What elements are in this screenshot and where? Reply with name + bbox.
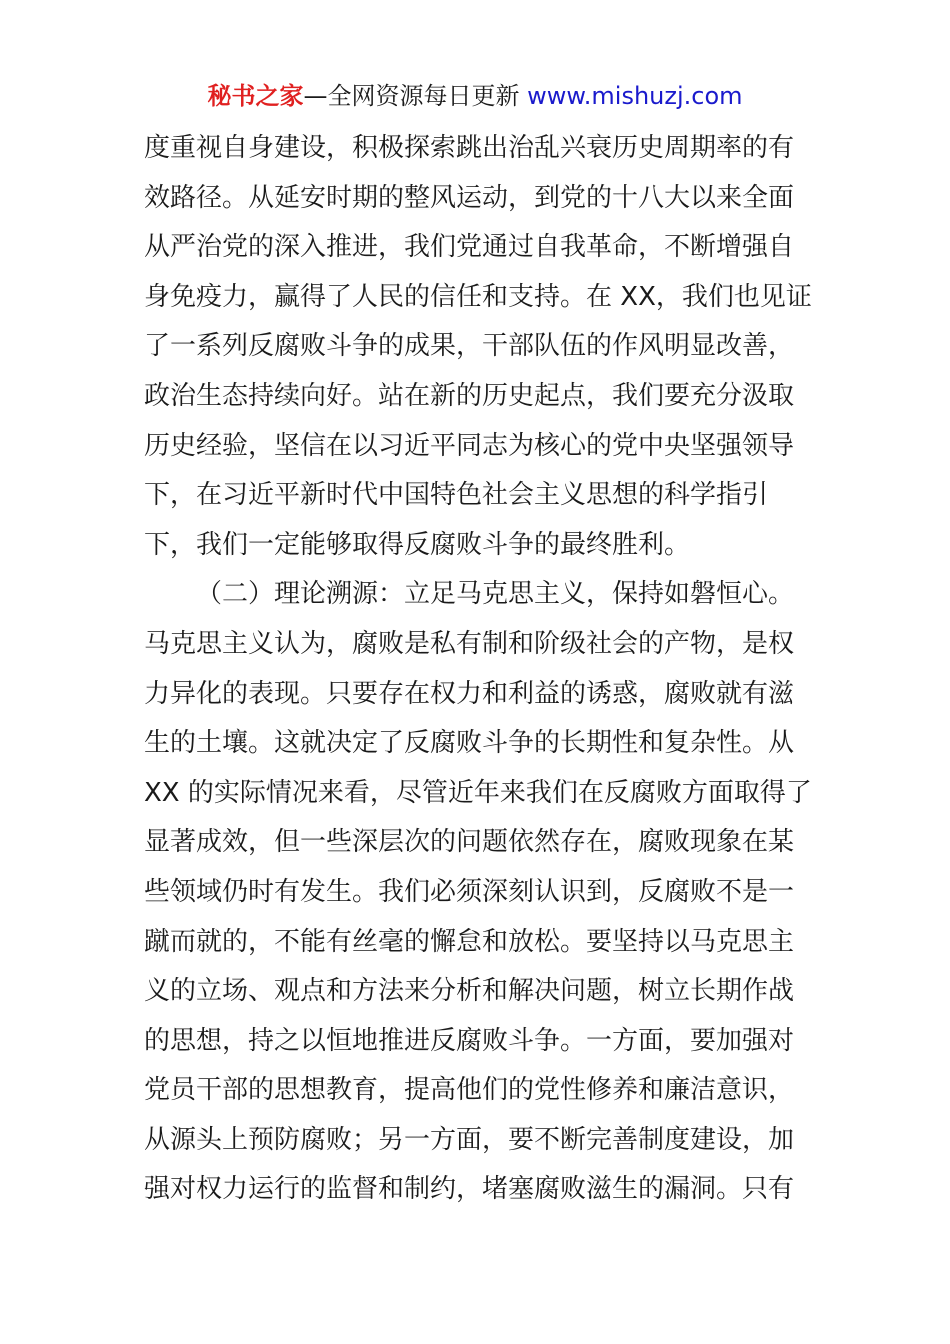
text-line: 的思想，持之以恒地推进反腐败斗争。一方面，要加强对	[144, 1025, 795, 1056]
text-line: 身免疫力，赢得了人民的信任和支持。在 XX，我们也见证	[144, 281, 812, 312]
text-line: 些领域仍时有发生。我们必须深刻认识到，反腐败不是一	[144, 876, 795, 907]
text-line: 蹴而就的，不能有丝毫的懈怠和放松。要坚持以马克思主	[144, 926, 795, 957]
page-header	[0, 80, 950, 112]
text-line: 效路径。从延安时期的整风运动，到党的十八大以来全面	[144, 182, 795, 213]
text-line: 强对权力运行的监督和制约，堵塞腐败滋生的漏洞。只有	[144, 1174, 795, 1205]
site-url[interactable]: www.mishuzj.com	[527, 82, 743, 110]
text-line: 生的土壤。这就决定了反腐败斗争的长期性和复杂性。从	[144, 728, 795, 759]
text-line: 度重视自身建设，积极探索跳出治乱兴衰历史周期率的有	[144, 133, 795, 163]
text-line: 义的立场、观点和方法来分析和解决问题，树立长期作战	[144, 976, 795, 1007]
text-line: 历史经验，坚信在以习近平同志为核心的党中央坚强领导	[144, 430, 795, 461]
text-line: 党员干部的思想教育，提高他们的党性修养和廉洁意识，	[144, 1075, 795, 1106]
site-tagline: —全网资源每日更新	[303, 82, 528, 110]
text-line: 了一系列反腐败斗争的成果，干部队伍的作风明显改善，	[144, 331, 795, 362]
text-line: 政治生态持续向好。站在新的历史起点，我们要充分汲取	[144, 380, 795, 411]
text-line: 马克思主义认为，腐败是私有制和阶级社会的产物，是权	[144, 628, 795, 659]
document-body	[144, 124, 812, 1215]
text-line: 从严治党的深入推进，我们党通过自我革命，不断增强自	[144, 232, 795, 263]
section-heading: （二）理论溯源：立足马克思主义，保持如磐恒心。	[196, 579, 795, 610]
text-line: 力异化的表现。只要存在权力和利益的诱惑，腐败就有滋	[144, 678, 795, 709]
text-line: 下，在习近平新时代中国特色社会主义思想的科学指引	[144, 480, 769, 511]
text-line: 从源头上预防腐败；另一方面，要不断完善制度建设，加	[144, 1124, 795, 1155]
text-line: XX 的实际情况来看，尽管近年来我们在反腐败方面取得了	[144, 777, 812, 808]
text-line: 下，我们一定能够取得反腐败斗争的最终胜利。	[144, 529, 691, 560]
text-line: 显著成效，但一些深层次的问题依然存在，腐败现象在某	[144, 827, 795, 858]
site-brand: 秘书之家	[207, 82, 304, 110]
